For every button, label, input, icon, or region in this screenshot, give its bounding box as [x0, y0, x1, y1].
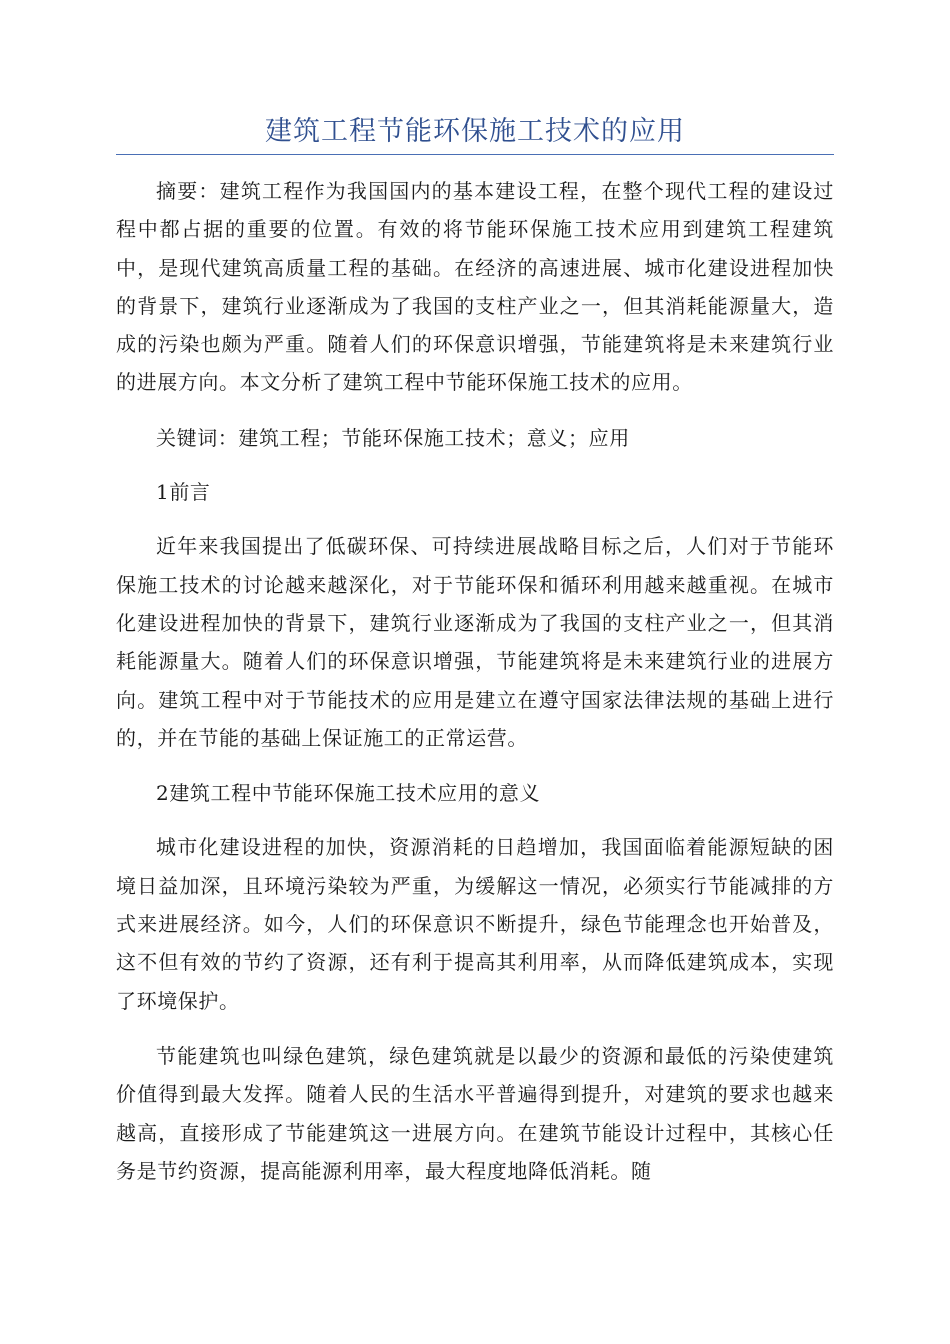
body-paragraph: 近年来我国提出了低碳环保、可持续进展战略目标之后，人们对于节能环保施工技术的讨论越来越深化，对于节能环保和循环利用越来越重视。在城市化建设进程加快的背景下，建筑行业逐渐成为了我国的支柱产业之一，但其消耗能源量大。随着人们的环保意识增强，节能建筑将是未来建筑行业的进展方向。建筑工程中对于节能技术的应用是建立在遵守国家法律法规的基础上进行的，并在节能的基础上保证施工的正常运营。 [116, 534, 834, 750]
section-heading-2: 2建筑工程中节能环保施工技术应用的意义 [156, 781, 541, 806]
document-title: 建筑工程节能环保施工技术的应用 [265, 116, 685, 147]
abstract-paragraph: 摘要：建筑工程作为我国国内的基本建设工程，在整个现代工程的建设过程中都占据的重要的位置。有效的将节能环保施工技术应用到建筑工程建筑中，是现代建筑高质量工程的基础。在经济的高速进展、城市化建设进程加快的背景下，建筑行业逐渐成为了我国的支柱产业之一，但其消耗能源量大，造成的污染也颇为严重。随着人们的环保意识增强，节能建筑将是未来建筑行业的进展方向。本文分析了建筑工程中节能环保施工技术的应用。 [116, 179, 834, 395]
body-paragraph: 城市化建设进程的加快，资源消耗的日趋增加，我国面临着能源短缺的困境日益加深，且环境污染较为严重，为缓解这一情况，必须实行节能减排的方式来进展经济。如今，人们的环保意识不断提升，绿色节能理念也开始普及，这不但有效的节约了资源，还有利于提高其利用率，从而降低建筑成本，实现了环境保护。 [116, 835, 834, 1013]
keywords-line: 关键词：建筑工程；节能环保施工技术；意义；应用 [156, 425, 630, 450]
section-heading-1: 1前言 [156, 480, 211, 505]
title-underline [116, 154, 834, 155]
body-paragraph: 节能建筑也叫绿色建筑，绿色建筑就是以最少的资源和最低的污染使建筑价值得到最大发挥。随着人民的生活水平普遍得到提升，对建筑的要求也越来越高，直接形成了节能建筑这一进展方向。在建筑节能设计过程中，其核心任务是节约资源，提高能源利用率，最大程度地降低消耗。随 [116, 1043, 834, 1183]
document-body [116, 172, 834, 1207]
